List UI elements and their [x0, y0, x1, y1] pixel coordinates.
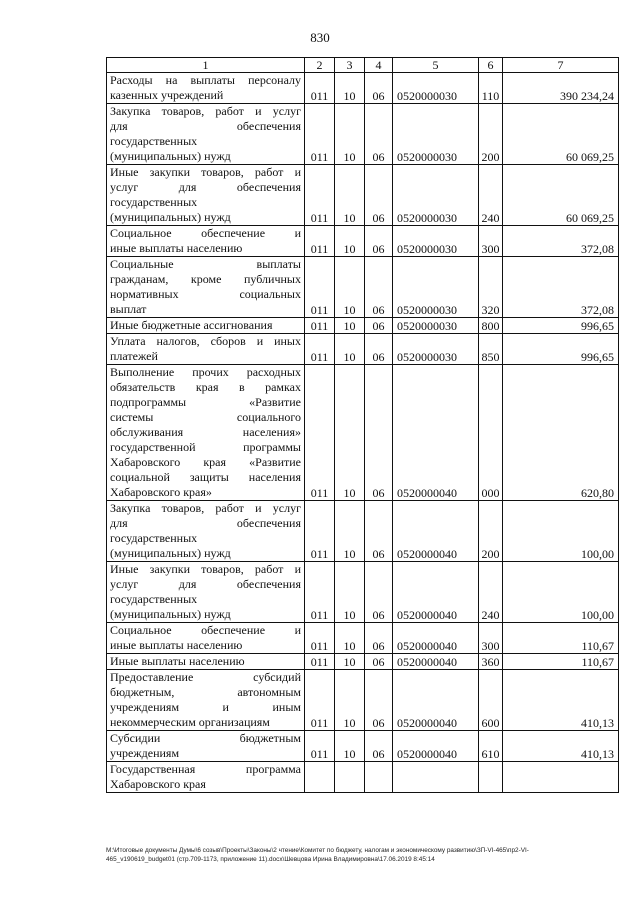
- subsection-code: 06: [365, 731, 393, 762]
- ministry-code: 011: [305, 365, 335, 501]
- table-row: [107, 654, 619, 670]
- subsection-code: 06: [365, 501, 393, 562]
- expense-type-code: 300: [479, 226, 503, 257]
- expense-type-code: 200: [479, 104, 503, 165]
- section-code: 10: [335, 562, 365, 623]
- section-code: 10: [335, 731, 365, 762]
- subsection-code: 06: [365, 654, 393, 670]
- description-line: Социальное обеспечение и: [110, 623, 301, 637]
- amount: 410,13: [503, 731, 619, 762]
- expense-type-code: 200: [479, 501, 503, 562]
- expense-type-code: 800: [479, 318, 503, 334]
- description-line: Предоставление субсидий: [110, 670, 301, 684]
- description-line: казенных учреждений: [110, 88, 224, 102]
- target-article-code: 0520000030: [393, 318, 479, 334]
- subsection-code: 06: [365, 562, 393, 623]
- amount: 60 069,25: [503, 165, 619, 226]
- section-code: 10: [335, 623, 365, 654]
- table-row: [107, 318, 619, 334]
- description-line: государственной программы: [110, 440, 301, 454]
- target-article-code: 0520000030: [393, 165, 479, 226]
- description-line: (муниципальных) нужд: [110, 149, 231, 163]
- row-description: [107, 226, 305, 257]
- target-article-code: 0520000040: [393, 562, 479, 623]
- expense-type-code: 240: [479, 165, 503, 226]
- amount: 110,67: [503, 654, 619, 670]
- target-article-code: 0520000030: [393, 257, 479, 318]
- subsection-code: 06: [365, 365, 393, 501]
- row-description: [107, 257, 305, 318]
- description-line: Закупка товаров, работ и услуг: [110, 501, 301, 515]
- page-number: 830: [310, 30, 330, 45]
- ministry-code: 011: [305, 562, 335, 623]
- description-line: выплат: [110, 302, 147, 316]
- section-code: 10: [335, 165, 365, 226]
- expense-type-code: 240: [479, 562, 503, 623]
- section-code: 10: [335, 318, 365, 334]
- description-line: обязательств края в рамках: [110, 380, 301, 394]
- table-row: [107, 365, 619, 501]
- description-line: Хабаровского края: [110, 777, 206, 791]
- subsection-code: [365, 762, 393, 793]
- expense-type-code: 110: [479, 73, 503, 104]
- section-code: [335, 762, 365, 793]
- target-article-code: 0520000030: [393, 73, 479, 104]
- description-line: Хабаровского края»: [110, 485, 212, 499]
- ministry-code: 011: [305, 654, 335, 670]
- description-line: Расходы на выплаты персоналу: [110, 73, 301, 87]
- subsection-code: 06: [365, 318, 393, 334]
- row-description: [107, 73, 305, 104]
- description-line: платежей: [110, 349, 158, 363]
- description-line: учреждениям и иным: [110, 700, 301, 714]
- description-line: обслуживания населения»: [110, 425, 301, 439]
- target-article-code: 0520000030: [393, 334, 479, 365]
- description-line: (муниципальных) нужд: [110, 607, 231, 621]
- description-line: государственных: [110, 531, 198, 545]
- section-code: 10: [335, 226, 365, 257]
- subsection-code: 06: [365, 104, 393, 165]
- amount: 100,00: [503, 562, 619, 623]
- subsection-code: 06: [365, 165, 393, 226]
- table-row: [107, 257, 619, 318]
- description-line: Государственная программа: [110, 762, 301, 776]
- description-line: Социальные выплаты: [110, 257, 301, 271]
- table-row: [107, 334, 619, 365]
- header-cell: 6: [479, 58, 503, 73]
- file-path-footer: [106, 846, 618, 864]
- ministry-code: 011: [305, 501, 335, 562]
- row-description: [107, 104, 305, 165]
- subsection-code: 06: [365, 623, 393, 654]
- header-cell: 1: [107, 58, 305, 73]
- ministry-code: 011: [305, 104, 335, 165]
- budget-table: [106, 57, 619, 793]
- row-description: [107, 562, 305, 623]
- description-line: Хабаровского края «Развитие: [110, 455, 301, 469]
- section-code: 10: [335, 104, 365, 165]
- subsection-code: 06: [365, 334, 393, 365]
- row-description: [107, 731, 305, 762]
- description-line: гражданам, кроме публичных: [110, 272, 301, 286]
- expense-type-code: 320: [479, 257, 503, 318]
- section-code: 10: [335, 670, 365, 731]
- table-row: [107, 104, 619, 165]
- section-code: 10: [335, 334, 365, 365]
- amount: 996,65: [503, 318, 619, 334]
- footer-line: 465_v190619_budget01 (стр.709-1173, приложение 11).docx\Шевцова Ирина Владимировна\17.06.2019 8:45:14: [106, 856, 435, 863]
- subsection-code: 06: [365, 670, 393, 731]
- ministry-code: 011: [305, 257, 335, 318]
- row-description: [107, 654, 305, 670]
- subsection-code: 06: [365, 226, 393, 257]
- expense-type-code: [479, 762, 503, 793]
- description-line: государственных: [110, 592, 198, 606]
- description-line: иные выплаты населению: [110, 638, 243, 652]
- amount: 372,08: [503, 257, 619, 318]
- row-description: [107, 165, 305, 226]
- expense-type-code: 610: [479, 731, 503, 762]
- description-line: Выполнение прочих расходных: [110, 365, 301, 379]
- ministry-code: 011: [305, 623, 335, 654]
- row-description: [107, 318, 305, 334]
- ministry-code: 011: [305, 165, 335, 226]
- table-row: [107, 670, 619, 731]
- description-line: Закупка товаров, работ и услуг: [110, 104, 301, 118]
- subsection-code: 06: [365, 73, 393, 104]
- header-cell: 7: [503, 58, 619, 73]
- table-row: [107, 562, 619, 623]
- description-line: Иные закупки товаров, работ и: [110, 562, 301, 576]
- table-row: [107, 165, 619, 226]
- row-description: [107, 670, 305, 731]
- target-article-code: 0520000040: [393, 501, 479, 562]
- section-code: 10: [335, 365, 365, 501]
- ministry-code: [305, 762, 335, 793]
- description-line: Иные бюджетные ассигнования: [110, 318, 273, 332]
- expense-type-code: 000: [479, 365, 503, 501]
- amount: 60 069,25: [503, 104, 619, 165]
- row-description: [107, 501, 305, 562]
- row-description: [107, 365, 305, 501]
- section-code: 10: [335, 654, 365, 670]
- description-line: государственных: [110, 134, 198, 148]
- amount: 410,13: [503, 670, 619, 731]
- description-line: нормативных социальных: [110, 287, 301, 301]
- description-line: для обеспечения: [110, 119, 301, 133]
- description-line: услуг для обеспечения: [110, 180, 301, 194]
- table-row: [107, 226, 619, 257]
- description-line: учреждениям: [110, 746, 180, 760]
- table-row: [107, 501, 619, 562]
- target-article-code: 0520000040: [393, 623, 479, 654]
- amount: 372,08: [503, 226, 619, 257]
- table-row: [107, 73, 619, 104]
- description-line: Социальное обеспечение и: [110, 226, 301, 240]
- description-line: Иные выплаты населению: [110, 654, 245, 668]
- ministry-code: 011: [305, 226, 335, 257]
- description-line: социальной защиты населения: [110, 470, 301, 484]
- description-line: Уплата налогов, сборов и иных: [110, 334, 301, 348]
- expense-type-code: 850: [479, 334, 503, 365]
- ministry-code: 011: [305, 73, 335, 104]
- description-line: системы социального: [110, 410, 301, 424]
- amount: 620,80: [503, 365, 619, 501]
- ministry-code: 011: [305, 318, 335, 334]
- target-article-code: 0520000040: [393, 654, 479, 670]
- subsection-code: 06: [365, 257, 393, 318]
- description-line: подпрограммы «Развитие: [110, 395, 301, 409]
- ministry-code: 011: [305, 670, 335, 731]
- target-article-code: [393, 762, 479, 793]
- description-line: услуг для обеспечения: [110, 577, 301, 591]
- header-row: [107, 58, 619, 73]
- section-code: 10: [335, 73, 365, 104]
- description-line: государственных: [110, 195, 198, 209]
- header-cell: 3: [335, 58, 365, 73]
- description-line: (муниципальных) нужд: [110, 546, 231, 560]
- ministry-code: 011: [305, 334, 335, 365]
- ministry-code: 011: [305, 731, 335, 762]
- amount: 110,67: [503, 623, 619, 654]
- footer-line: М:\Итоговые документы Думы\6 созыв\Проекты\Законы\2 чтение\Комитет по бюджету, налогам и экономическому развитию\ЗП-VI-465\пр2-VI-: [106, 847, 529, 854]
- target-article-code: 0520000040: [393, 670, 479, 731]
- description-line: для обеспечения: [110, 516, 301, 530]
- table-row: [107, 623, 619, 654]
- amount: 100,00: [503, 501, 619, 562]
- row-description: [107, 623, 305, 654]
- target-article-code: 0520000030: [393, 226, 479, 257]
- header-cell: 5: [393, 58, 479, 73]
- description-line: иные выплаты населению: [110, 241, 243, 255]
- description-line: некоммерческим организациям: [110, 715, 270, 729]
- description-line: Иные закупки товаров, работ и: [110, 165, 301, 179]
- expense-type-code: 300: [479, 623, 503, 654]
- amount: 996,65: [503, 334, 619, 365]
- row-description: [107, 762, 305, 793]
- description-line: бюджетным, автономным: [110, 685, 301, 699]
- header-cell: 2: [305, 58, 335, 73]
- expense-type-code: 600: [479, 670, 503, 731]
- amount: [503, 762, 619, 793]
- target-article-code: 0520000030: [393, 104, 479, 165]
- header-cell: 4: [365, 58, 393, 73]
- expense-type-code: 360: [479, 654, 503, 670]
- section-code: 10: [335, 257, 365, 318]
- target-article-code: 0520000040: [393, 731, 479, 762]
- table-row: [107, 731, 619, 762]
- table-row: [107, 762, 619, 793]
- description-line: (муниципальных) нужд: [110, 210, 231, 224]
- target-article-code: 0520000040: [393, 365, 479, 501]
- section-code: 10: [335, 501, 365, 562]
- row-description: [107, 334, 305, 365]
- description-line: Субсидии бюджетным: [110, 731, 301, 745]
- amount: 390 234,24: [503, 73, 619, 104]
